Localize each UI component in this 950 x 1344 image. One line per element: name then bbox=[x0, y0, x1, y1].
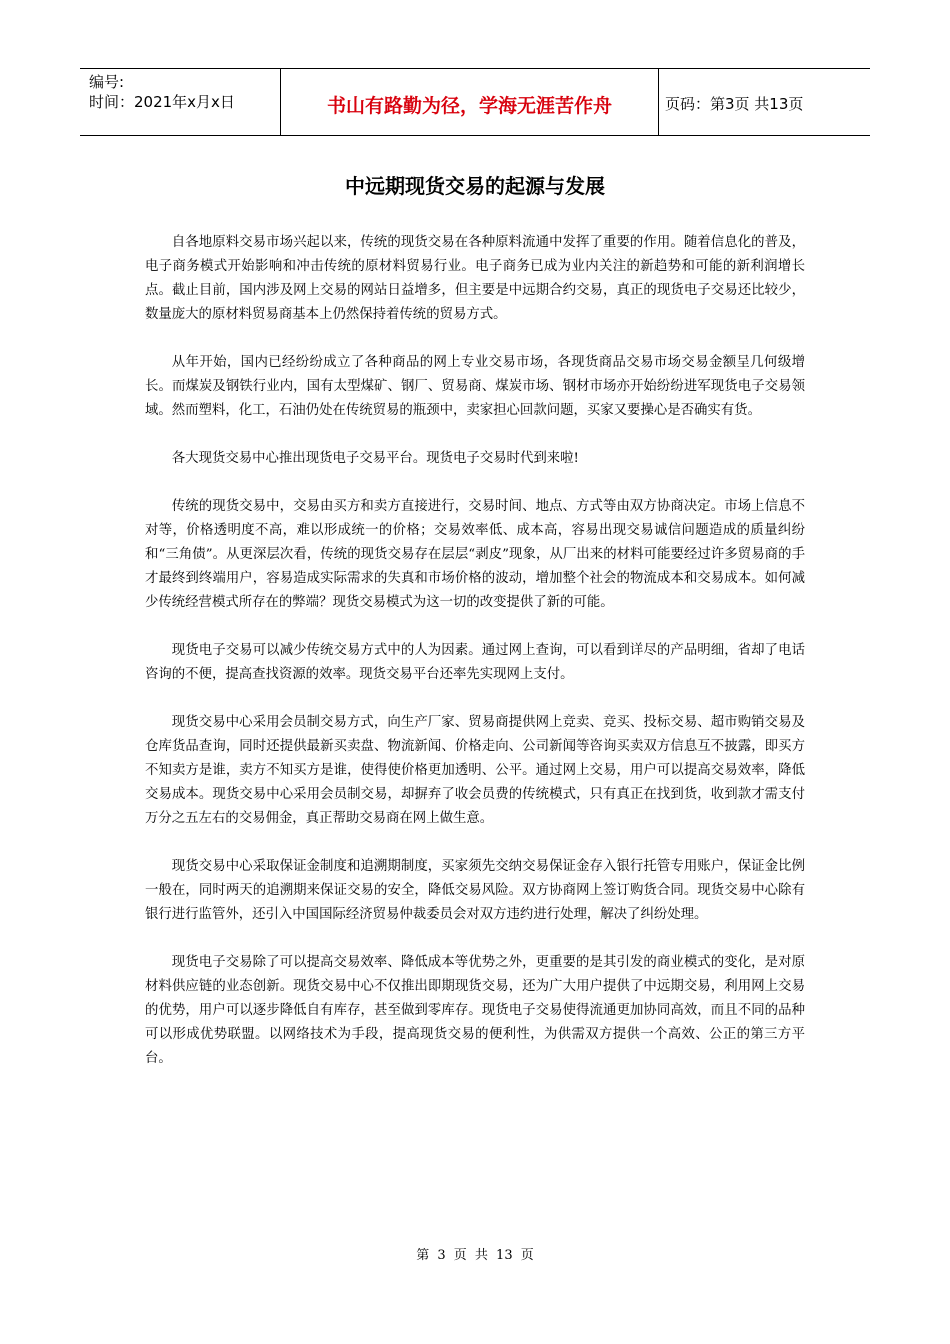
paragraph: 传统的现货交易中，交易由买方和卖方直接进行，交易时间、地点、方式等由双方协商决定。市场上信息不对等，价格透明度不高，难以形成统一的价格；交易效率低、成本高，容易出现交易诚信问题造成的质量纠纷和“三角债”。从更深层次看，传统的现货交易存在层层“剥皮”现象，从厂出来的材料可能要经过许多贸易商的手才最终到终端用户，容易造成实际需求的失真和市场价格的波动，增加整个社会的物流成本和交易成本。如何减少传统经营模式所存在的弊端？现货交易模式为这一切的改变提供了新的可能。 bbox=[145, 499, 805, 610]
paragraph: 各大现货交易中心推出现货电子交易平台。现货电子交易时代到来啦! bbox=[171, 451, 579, 466]
paragraph: 现货交易中心采取保证金制度和追溯期制度，买家须先交纳交易保证金存入银行托管专用账户，保证金比例一般在，同时两天的追溯期来保证交易的安全，降低交易风险。双方协商网上签订购货合同。现货交易中心除有银行进行监管外，还引入中国国际经济贸易仲裁委员会对双方违约进行处理，解决了纠纷处理。 bbox=[145, 859, 805, 922]
header-motto: 书山有路勤为径，学海无涯苦作舟 bbox=[326, 94, 612, 117]
paragraph: 从年开始，国内已经纷纷成立了各种商品的网上专业交易市场，各现货商品交易市场交易金额呈几何级增长。而煤炭及钢铁行业内，国有太型煤矿、钢厂、贸易商、煤炭市场、钢材市场亦开始纷纷进军现货电子交易领域。然而塑料，化工，石油仍处在传统贸易的瓶颈中，卖家担心回款问题，买家又要操心是否确实有货。 bbox=[145, 355, 805, 418]
header-motto-cell bbox=[281, 69, 659, 135]
header-table bbox=[80, 68, 870, 136]
paragraph: 现货交易中心采用会员制交易方式，向生产厂家、贸易商提供网上竞卖、竞买、投标交易、超市购销交易及仓库货品查询，同时还提供最新买卖盘、物流新闻、价格走向、公司新闻等咨询买卖双方信息互不披露，即买方不知卖方是谁，卖方不知买方是谁，使得使价格更加透明、公平。通过网上交易，用户可以提高交易效率，降低交易成本。现货交易中心采用会员制交易，却摒弃了收会员费的传统模式，只有真正在找到货，收到款才需支付万分之五左右的交易佣金，真正帮助交易商在网上做生意。 bbox=[145, 715, 805, 826]
paragraph: 自各地原料交易市场兴起以来，传统的现货交易在各种原料流通中发挥了重要的作用。随着信息化的普及，电子商务模式开始影响和冲击传统的原材料贸易行业。电子商务已成为业内关注的新趋势和可能的新利润增长点。截止目前，国内涉及网上交易的网站日益增多，但主要是中远期合约交易，真正的现货电子交易还比较少，数量庞大的原材料贸易商基本上仍然保持着传统的贸易方式。 bbox=[145, 235, 805, 322]
document-body bbox=[145, 231, 805, 1095]
paragraph: 现货电子交易除了可以提高交易效率、降低成本等优势之外，更重要的是其引发的商业模式的变化，是对原材料供应链的业态创新。现货交易中心不仅推出即期现货交易，还为广大用户提供了中远期交易，利用网上交易的优势，用户可以逐步降低自有库存，甚至做到零库存。现货电子交易使得流通更加协同高效，而且不同的品种可以形成优势联盟。以网络技术为手段，提高现货交易的便利性，为供需双方提供一个高效、公正的第三方平台。 bbox=[145, 955, 805, 1066]
document-number-label: 编号: bbox=[89, 73, 125, 91]
header-page-info: 页码：第3页 共13页 bbox=[665, 94, 804, 113]
header-meta-cell bbox=[80, 69, 281, 135]
document-title: 中远期现货交易的起源与发展 bbox=[345, 174, 605, 198]
document-time-label: 时间：2021年x月x日 bbox=[89, 93, 235, 111]
paragraph: 现货电子交易可以减少传统交易方式中的人为因素。通过网上查询，可以看到详尽的产品明细，省却了电话咨询的不便，提高查找资源的效率。现货交易平台还率先实现网上支付。 bbox=[145, 643, 805, 682]
page-footer: 第 3 页 共 13 页 bbox=[416, 1248, 534, 1263]
header-page-cell bbox=[659, 69, 870, 135]
